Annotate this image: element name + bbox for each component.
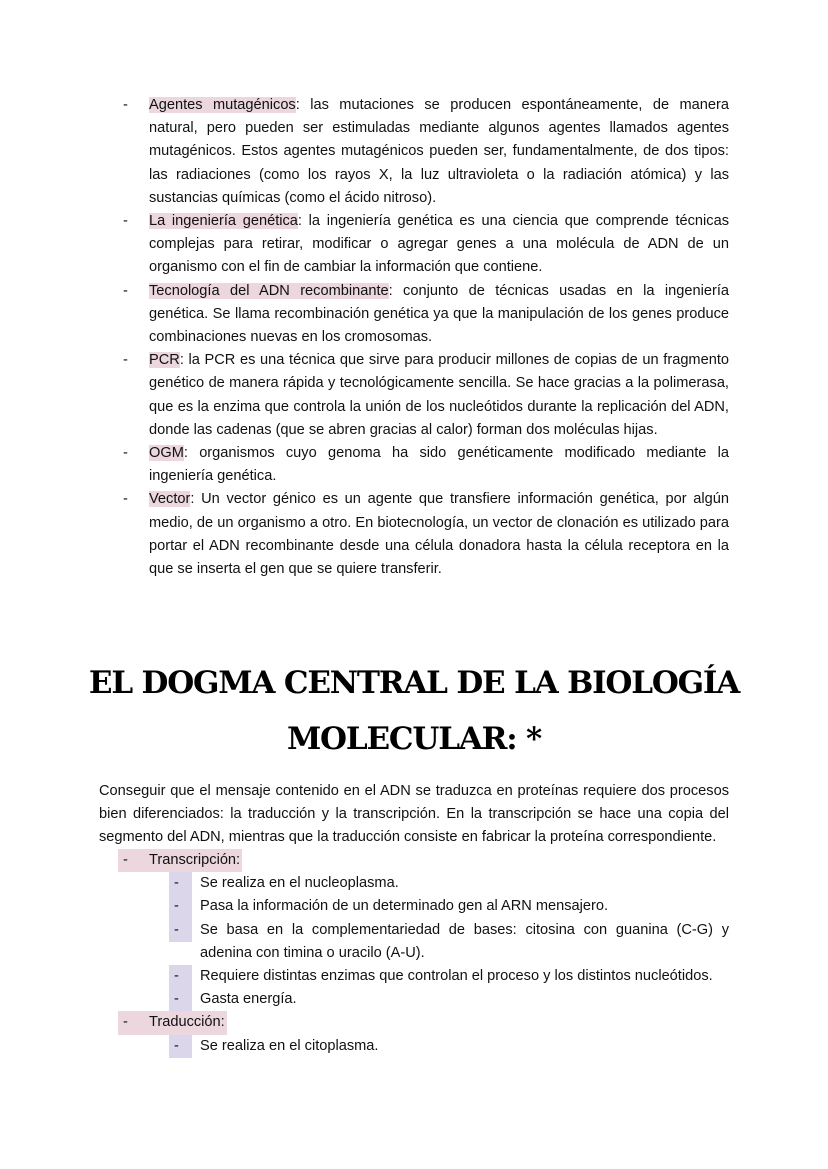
step-text: Gasta energía. [200,991,297,1008]
process-name: Traducción: [149,1014,225,1031]
step-text: Se realiza en el nucleoplasma. [200,875,399,892]
dash-bullet: - [169,1035,192,1058]
definition-item [118,488,729,581]
dash-bullet: - [123,213,128,230]
dash-bullet: - [169,872,192,895]
definition-term: Agentes mutagénicos [149,97,296,113]
dash-bullet: - [123,445,128,462]
process-traduccion [118,1011,729,1057]
process-list [118,849,729,1058]
process-name: Transcripción: [149,852,241,868]
definition-term: La ingeniería genética [149,213,298,230]
dash-bullet: - [123,852,128,868]
step-item [169,895,729,918]
dash-bullet: - [123,352,128,369]
dash-bullet: - [169,965,192,988]
dash-bullet: - [123,282,128,299]
definition-text: : Un vector génico es un agente que transfiere información genética, por algún medio, de un organismo a otro. En biotecnología, un vector de clonación es utilizado para portar el ADN recombinante desde una célula donadora hasta la célula receptora en la que se inserta el gen que se quiere transferir. [149,491,729,578]
definition-term: Tecnología del ADN recombinante [149,282,389,299]
process-heading [118,1011,227,1034]
section-title: EL DOGMA CENTRAL DE LA BIOLOGÍA MOLECULAR: * [88,665,740,757]
step-list [118,1035,729,1058]
step-item [169,872,729,895]
step-text: Pasa la información de un determinado gen al ARN mensajero. [200,898,609,915]
definition-list [118,94,729,581]
step-list [118,872,729,1011]
step-item [169,965,729,988]
definition-item [118,349,729,442]
dash-bullet: - [123,491,128,508]
definition-term: PCR [149,352,180,369]
definition-text: : la ingeniería genética es una ciencia que comprende técnicas complejas para retirar, modificar o agregar genes a una molécula de ADN de un organismo con el fin de cambiar la información que contiene. [149,213,730,276]
step-item [169,919,729,965]
section-intro: Conseguir que el mensaje contenido en el ADN se traduzca en proteínas requiere dos procesos bien diferenciados: la traducción y la transcripción. En la transcripción se hace una copia del segmento del ADN, mientras que la traducción consiste en fabricar la proteína correspondiente. [99,783,729,846]
definition-term: Vector [149,491,191,508]
dash-bullet: - [169,919,192,942]
definition-item [118,280,729,350]
dash-bullet: - [123,1014,128,1031]
process-heading [118,849,242,872]
definition-item [118,442,729,488]
step-text: Requiere distintas enzimas que controlan el proceso y los distintos nucleótidos. [200,968,713,985]
dash-bullet: - [169,895,192,918]
definition-text: : conjunto de técnicas usadas en la ingeniería genética. Se llama recombinación genética ya que la manipulación de los genes produce combinaciones nuevas en los cromosomas. [149,282,729,346]
definition-term: OGM [149,445,184,462]
dash-bullet: - [169,988,192,1011]
definition-item [118,94,729,210]
step-text: Se basa en la complementariedad de bases: citosina con guanina (C-G) y adenina con timina o uracilo (A-U). [200,921,729,961]
step-item [169,988,729,1011]
step-text: Se realiza en el citoplasma. [200,1037,379,1054]
definition-text: : organismos cuyo genoma ha sido genéticamente modificado mediante la ingeniería genética. [149,445,729,485]
definition-text: : la PCR es una técnica que sirve para producir millones de copias de un fragmento genético de manera rápida y tecnológicamente sencilla. Se hace gracias a la polimerasa, que es la enzima que controla la unión de los nucleótidos durante la replicación del ADN, donde las cadenas (que se abren gracias al calor) forman dos moléculas hijas. [149,352,729,438]
definition-item [118,210,729,280]
process-transcripcion [118,849,729,1011]
definition-text: : las mutaciones se producen espontáneamente, de manera natural, pero pueden ser estimuladas mediante algunos agentes llamados agentes mutagénicos. Estos agentes mutagénicos pueden ser, fundamentalmente, de dos tipos: las radiaciones (como los rayos X, la luz ultravioleta o la radiación atómica) y las sustancias químicas (como el ácido nitroso). [149,97,729,206]
step-item [169,1035,729,1058]
dash-bullet: - [123,97,128,113]
